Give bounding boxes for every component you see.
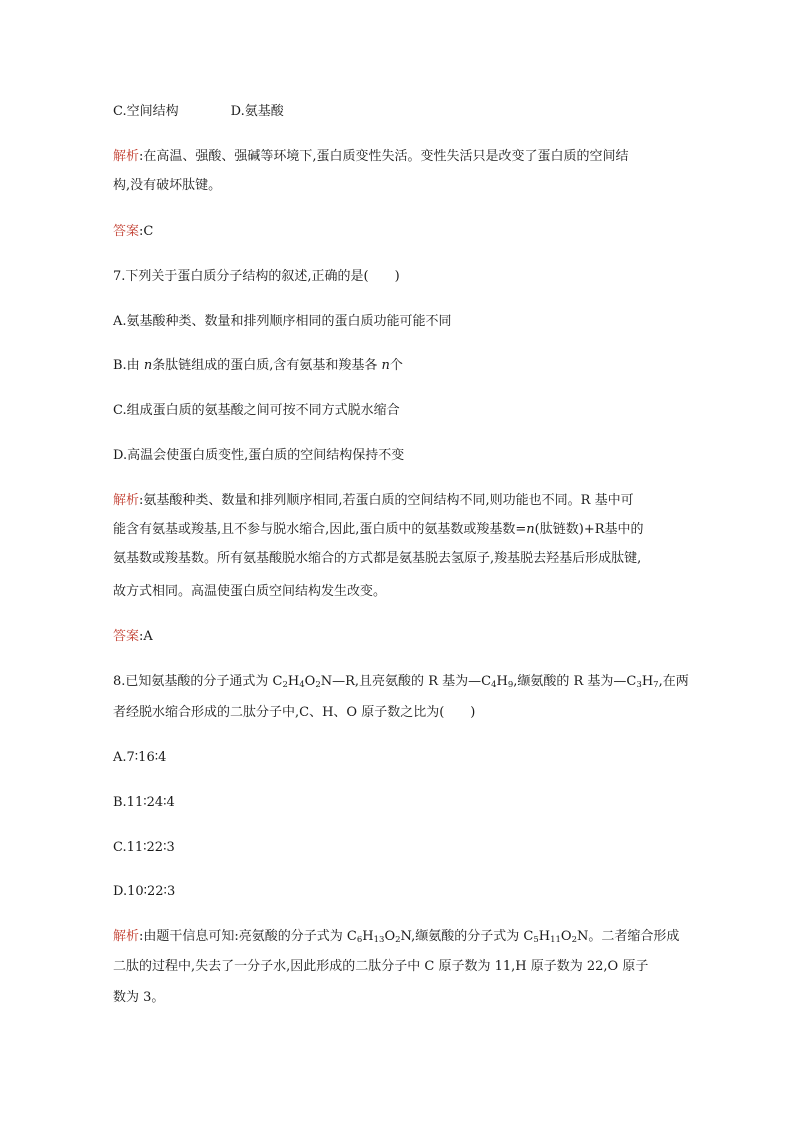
q6-analysis-line-1: 解析:在高温、强酸、强碱等环境下,蛋白质变性失活。变性失活只是改变了蛋白质的空间结	[113, 149, 629, 164]
q7-analysis-label: 解析	[113, 493, 140, 508]
q6-answer: 答案:C	[113, 224, 154, 239]
q6-options-cd	[113, 102, 284, 122]
q6-option-c: C.空间结构	[113, 104, 179, 119]
q6-analysis-label: 解析	[113, 149, 140, 164]
q6-option-d: D.氨基酸	[230, 104, 284, 119]
q8-option-c: C.11∶22∶3	[113, 840, 175, 855]
q7-option-b: B.由 n条肽链组成的蛋白质,含有氨基和羧基各 n个	[113, 358, 403, 373]
q8-analysis-line-2: 二肽的过程中,失去了一分子水,因此形成的二肽分子中 C 原子数为 11,H 原子数为 22,O 原子	[113, 959, 649, 974]
q7-option-a: A.氨基酸种类、数量和排列顺序相同的蛋白质功能可能不同	[113, 314, 452, 329]
q8-stem-line-1: 8.已知氨基酸的分子通式为 $C_2H_4O_2N—R$,且亮氨酸的 R 基为$—C_4H_9$,缬氨酸的 R 基为$—C_3H_7$,在两	[113, 674, 689, 690]
q7-answer-label: 答案	[113, 629, 140, 644]
q6-answer-label: 答案	[113, 224, 140, 239]
q7-analysis-line-2: 能含有氨基或羧基,且不参与脱水缩合,因此,蛋白质中的氨基数或羧基数=n(肽链数)+R基中的	[113, 522, 644, 537]
q6-analysis-line-2: 构,没有破坏肽键。	[113, 178, 222, 193]
q8-analysis-line-3: 数为 3。	[113, 990, 165, 1005]
q8-option-d: D.10∶22∶3	[113, 884, 176, 899]
q7-stem: 7.下列关于蛋白质分子结构的叙述,正确的是( )	[113, 269, 400, 284]
q7-option-d: D.高温会使蛋白质变性,蛋白质的空间结构保持不变	[113, 448, 405, 463]
q8-analysis-line-1: 解析:由题干信息可知:亮氨酸的分子式为 $C_6H_{13}O_2N$,缬氨酸的分子式为 $C_5H_{11}O_2N$。二者缩合形成	[113, 929, 680, 945]
q7-analysis-line-1: 解析:氨基酸种类、数量和排列顺序相同,若蛋白质的空间结构不同,则功能也不同。R 基中可	[113, 493, 634, 508]
q7-option-c: C.组成蛋白质的氨基酸之间可按不同方式脱水缩合	[113, 403, 400, 418]
q7-answer: 答案:A	[113, 629, 153, 644]
q8-option-a: A.7∶16∶4	[113, 750, 167, 765]
q7-analysis-line-3: 氨基数或羧基数。所有氨基酸脱水缩合的方式都是氨基脱去氢原子,羧基脱去羟基后形成肽键,	[113, 551, 642, 566]
q7-analysis-line-4: 故方式相同。高温使蛋白质空间结构发生改变。	[113, 584, 387, 599]
q8-option-b: B.11∶24∶4	[113, 795, 175, 810]
q8-analysis-label: 解析	[113, 929, 140, 944]
q8-stem-line-2: 者经脱水缩合形成的二肽分子中,C、H、O 原子数之比为( )	[113, 705, 476, 720]
